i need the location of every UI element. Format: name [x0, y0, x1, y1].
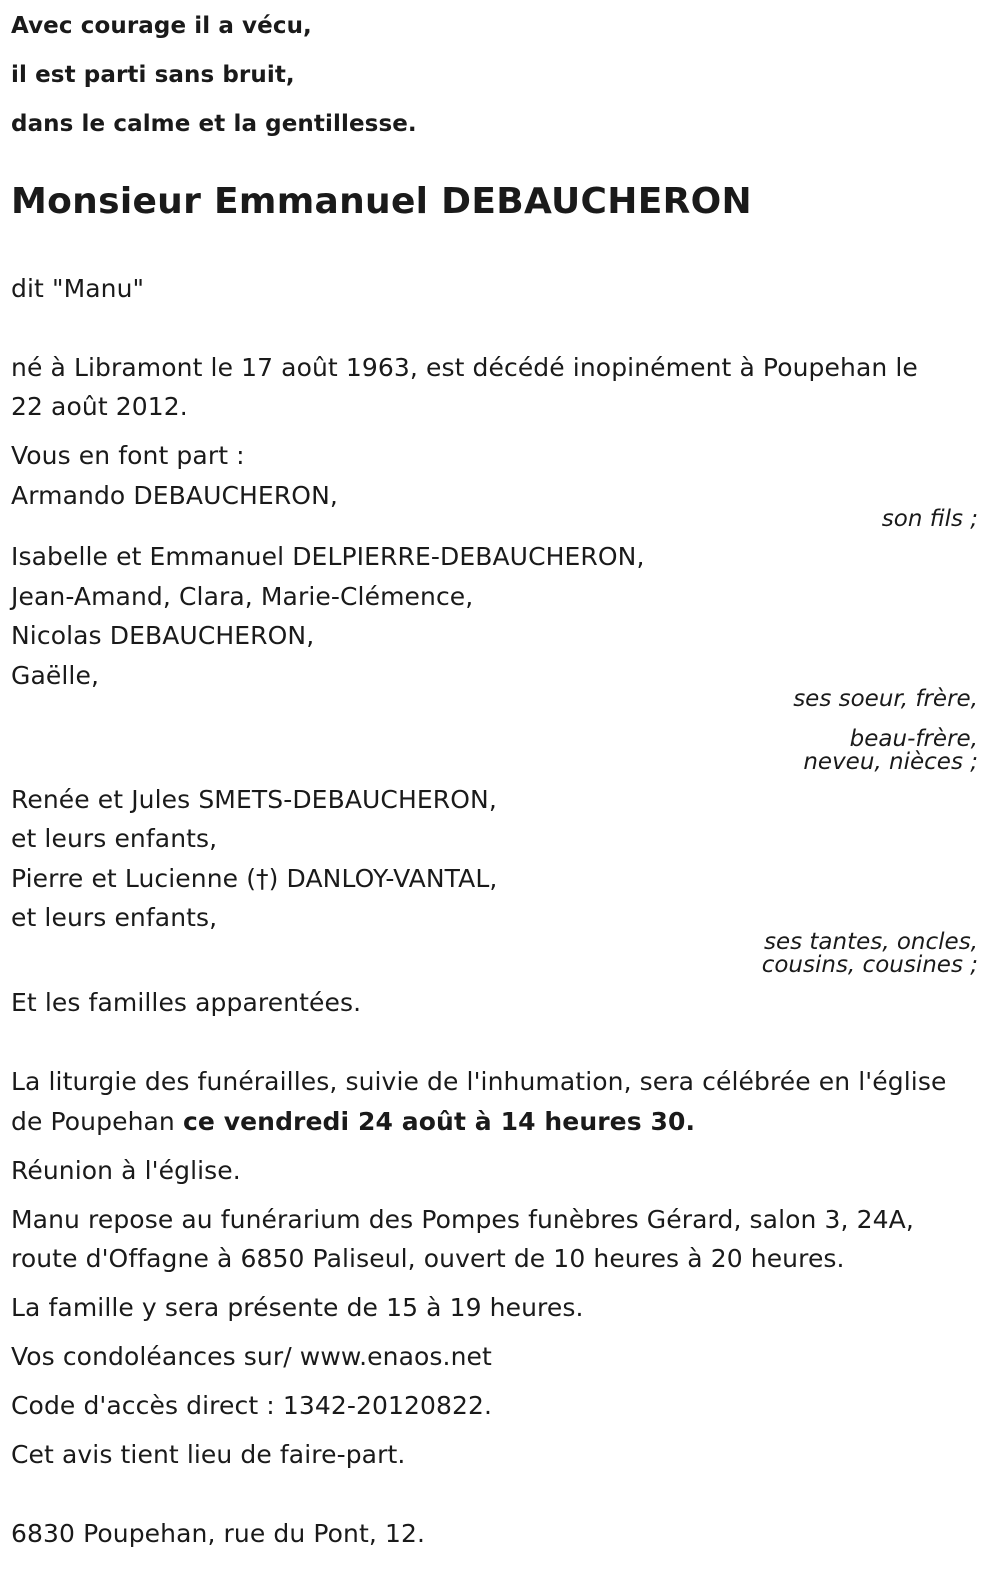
relation-label: ses tantes, oncles, — [763, 929, 978, 955]
family-name: et leurs enfants, — [11, 824, 218, 853]
relation-label: ses soeur, frère, — [793, 686, 978, 712]
family-name: Pierre et Lucienne (†) DANLOY-VANTAL, — [11, 864, 498, 893]
relation-label: son fils ; — [881, 506, 978, 532]
relation-label: beau-frère, — [849, 726, 978, 752]
family-name: Armando DEBAUCHERON, — [11, 481, 338, 510]
birth-death-line-2: 22 août 2012. — [11, 392, 188, 421]
family-name: Isabelle et Emmanuel DELPIERRE-DEBAUCHERON, — [11, 542, 645, 571]
liturgy-line-2 — [11, 1107, 695, 1137]
deceased-name: Monsieur Emmanuel DEBAUCHERON — [11, 181, 752, 222]
epigraph-line-2: il est parti sans bruit, — [11, 62, 295, 88]
families-line: Et les familles apparentées. — [11, 988, 362, 1017]
liturgy-datetime: ce vendredi 24 août à 14 heures 30. — [182, 1107, 696, 1136]
family-name: Jean-Amand, Clara, Marie-Clémence, — [11, 582, 474, 611]
meeting-line: Réunion à l'église. — [11, 1156, 241, 1185]
nickname: dit "Manu" — [11, 274, 145, 303]
family-name: Nicolas DEBAUCHERON, — [11, 621, 315, 650]
relation-label: neveu, nièces ; — [803, 749, 978, 775]
access-code: Code d'accès direct : 1342-20120822. — [11, 1391, 493, 1420]
announcement-intro: Vous en font part : — [11, 441, 245, 470]
birth-death-line-1: né à Libramont le 17 août 1963, est décédé inopinément à Poupehan le — [11, 353, 918, 382]
rest-line-2: route d'Offagne à 6850 Paliseul, ouvert de 10 heures à 20 heures. — [11, 1244, 845, 1273]
condolences-line: Vos condoléances sur/ www.enaos.net — [11, 1342, 492, 1371]
rest-line-1: Manu repose au funérarium des Pompes funèbres Gérard, salon 3, 24A, — [11, 1205, 914, 1234]
relation-label: cousins, cousines ; — [761, 952, 978, 978]
family-presence: La famille y sera présente de 15 à 19 heures. — [11, 1293, 584, 1322]
family-name: Renée et Jules SMETS-DEBAUCHERON, — [11, 785, 497, 814]
family-name: et leurs enfants, — [11, 903, 218, 932]
epigraph-line-3: dans le calme et la gentillesse. — [11, 111, 417, 137]
liturgy-place: de Poupehan — [11, 1107, 183, 1136]
notice-line: Cet avis tient lieu de faire-part. — [11, 1440, 406, 1469]
family-name: Gaëlle, — [11, 661, 99, 690]
epigraph-line-1: Avec courage il a vécu, — [11, 13, 312, 39]
address: 6830 Poupehan, rue du Pont, 12. — [11, 1519, 426, 1548]
liturgy-line-1: La liturgie des funérailles, suivie de l'inhumation, sera célébrée en l'église — [11, 1067, 947, 1096]
